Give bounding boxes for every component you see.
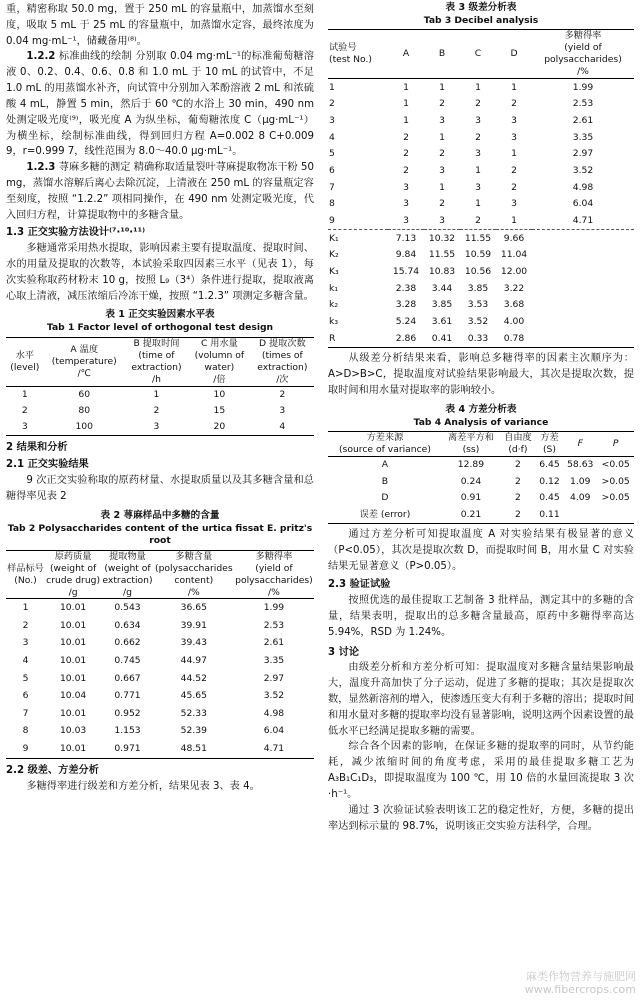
table-row: [6, 403, 314, 419]
table-cell: 10.83: [428, 266, 456, 278]
table-cell: 0.771: [114, 690, 141, 702]
t4-header-s: 方差 (S): [536, 431, 563, 456]
table-cell: 1: [22, 602, 29, 614]
table-cell: 2: [22, 619, 29, 631]
watermark-line-1: 麻类作物营养与施肥网: [526, 969, 636, 983]
table-cell: 3.44: [431, 282, 453, 294]
table-cell: 2: [439, 198, 445, 210]
table-cell: 36.65: [180, 602, 207, 614]
table-3-title-en: Tab 3 Decibel analysis: [423, 14, 539, 26]
table-cell: 2: [514, 492, 521, 504]
text-3c: 通过 3 次验证试验表明该工艺的稳定性好，方便，多糖的提出率达到标示量的 98.7%，说明该正交实验方法科学，合理。: [328, 804, 634, 832]
table-cell: 4.71: [263, 743, 285, 755]
table-cell: 10: [213, 388, 226, 400]
table-cell: 2.38: [395, 282, 417, 294]
table-cell: 9: [329, 215, 335, 227]
table-cell: 3.52: [467, 316, 489, 328]
table-cell: 5: [22, 672, 29, 684]
t2-header-yield: 多糖得率 (yield of polysaccharides) /%: [235, 550, 313, 598]
table-row: [6, 617, 314, 635]
t4-header-ss: 离差平方和 (ss): [442, 431, 500, 456]
table-cell: 3.35: [263, 655, 285, 667]
table-cell: 100: [75, 420, 93, 432]
table-4-header: [328, 431, 634, 456]
table-cell: 2: [514, 459, 521, 471]
table-cell: 3.85: [431, 299, 453, 311]
table-cell: B: [381, 475, 389, 487]
table-row: [6, 705, 314, 723]
table-cell: 4.71: [572, 215, 594, 227]
table-cell: 2: [403, 131, 409, 143]
table-cell: >0.05: [601, 492, 630, 504]
table-cell: 0.662: [114, 637, 141, 649]
heading-2-2: 2.2 级差、方差分析: [6, 764, 99, 776]
table-cell: 2: [439, 98, 445, 110]
table-cell: 2.53: [572, 98, 594, 110]
table-cell: 39.91: [180, 619, 207, 631]
table-cell: 2: [403, 148, 409, 160]
table-cell: 0.11: [539, 508, 560, 520]
watermark: [525, 970, 636, 996]
table-cell: 10.59: [464, 249, 492, 261]
t4-header-f: F: [563, 431, 597, 456]
table-2-title-en: Tab 2 Polysaccharides content of the urtica fissat E. pritz's root: [7, 522, 313, 547]
table-cell: 10.01: [59, 602, 87, 614]
table-cell: 2: [403, 164, 409, 176]
t4-header-df: 自由度 (d·f): [500, 431, 536, 456]
table-cell: 3: [153, 420, 160, 432]
table-1: [6, 337, 314, 436]
table-cell: 4.98: [572, 181, 594, 193]
table-cell: 2: [153, 404, 160, 416]
heading-2-1: 2.1 正交实验结果: [6, 459, 89, 471]
table-cell: 3: [439, 164, 445, 176]
table-2: [6, 550, 314, 759]
table-cell: 1.99: [263, 602, 285, 614]
t1-header-times: D 提取次数 (times of extraction) /次: [251, 337, 314, 386]
t1-header-time: B 提取时间 (time of extraction) /h: [125, 337, 188, 386]
table-cell: 10.04: [59, 690, 87, 702]
text-1-3: 多糖通常采用热水提取，影响因素主要有提取温度、提取时间、水的用量及提取的次数等，本试验采取四因素三水平（见表 1），每次实验称取药材粉末 10 g，按照 L₉（3⁴）条件进行提取，提取液离心取上清液，减压浓缩后冷冻干燥，按照 “1.2.3” 项测定多糖含量。: [6, 243, 314, 302]
table-cell: 6: [329, 164, 335, 176]
table-2-title: 表 2 荨麻样品中多糖的含量: [100, 509, 220, 521]
table-cell: 3.28: [395, 299, 417, 311]
table-cell: 11.55: [460, 230, 496, 247]
t4-header-source: 方差来源 (source of variance): [328, 431, 442, 456]
t2-header-content: 多糖含量 (polysaccharides content) /%: [155, 550, 233, 598]
table-cell: 11.55: [428, 249, 456, 261]
table-4-title-en: Tab 4 Analysis of variance: [413, 416, 549, 428]
table-row: [328, 96, 634, 113]
table-cell: K₂: [329, 249, 339, 261]
table-row: [6, 740, 314, 758]
t1-header-water: C 用水量 (volumn of water) /倍: [188, 337, 251, 386]
table-row: [328, 146, 634, 163]
table-row: [328, 163, 634, 180]
table-cell: 7: [329, 181, 335, 193]
table-cell: K₁: [328, 230, 388, 247]
table-cell: 9: [22, 743, 29, 755]
table-cell: 1: [403, 81, 409, 93]
table-cell: 20: [213, 420, 226, 432]
heading-3: 3 讨论: [328, 646, 360, 658]
table-cell: 0.91: [460, 492, 482, 504]
table-cell: 48.51: [180, 743, 207, 755]
table-cell: 0.12: [539, 475, 560, 487]
table-row: [6, 687, 314, 705]
table-cell: 8: [22, 725, 29, 737]
table-cell: 0.971: [114, 743, 141, 755]
table-cell: 3: [21, 420, 28, 432]
table-cell: 8: [329, 198, 335, 210]
table-cell: 4: [329, 131, 335, 143]
table-row: [328, 506, 634, 523]
table-cell: 3.85: [467, 282, 489, 294]
table-cell: 1.99: [572, 81, 594, 93]
table-cell: 15.74: [392, 266, 420, 278]
table-row: [6, 723, 314, 741]
table-cell: 1: [475, 81, 481, 93]
table-cell: 10.01: [59, 743, 87, 755]
table-cell: 2.97: [263, 672, 285, 684]
table-cell: 3: [279, 404, 286, 416]
table-cell: D: [381, 492, 389, 504]
table-cell: 15: [213, 404, 226, 416]
table-2-header: [6, 550, 314, 599]
table-row: [328, 79, 634, 96]
table-cell: 0.952: [114, 707, 141, 719]
table-1-header: [6, 337, 314, 386]
table-cell: 2: [475, 98, 481, 110]
table-cell: 1: [511, 81, 517, 93]
table-cell: 12.89: [457, 459, 485, 471]
table-cell: 2.61: [263, 637, 285, 649]
table-cell: 1: [439, 81, 445, 93]
table-cell: 3: [511, 198, 517, 210]
table-cell: k₂: [329, 299, 339, 311]
table-cell: k₁: [329, 282, 339, 294]
table-cell: 2.86: [395, 332, 417, 344]
table-row: [6, 635, 314, 653]
table-cell: 52.39: [180, 725, 207, 737]
table-cell: 7: [22, 707, 29, 719]
table-cell: <0.05: [601, 459, 630, 471]
table-cell: 误差 (error): [359, 508, 411, 520]
intro-paragraph: 重，精密称取 50.0 mg，置于 250 mL 的容量瓶中，加蒸馏水至刻度，吸取 5 mL 于 25 mL 的容量瓶中，加蒸馏水定容，最终浓度为 0.04 mg·mL⁻¹，储藏备用⁽⁸⁾。: [6, 4, 314, 47]
table-cell: 3.52: [572, 164, 594, 176]
table-1-title-en: Tab 1 Factor level of orthogonal test design: [46, 322, 274, 334]
t2-header-extraction: 提取物量 (weight of extraction) /g: [102, 550, 153, 598]
table-cell: 1: [475, 198, 481, 210]
table-row: [328, 213, 634, 230]
table-3: [328, 29, 634, 348]
table-cell: 6.04: [263, 725, 285, 737]
table-cell: 1: [439, 181, 445, 193]
table-cell: 44.52: [180, 672, 207, 684]
table-cell: 80: [78, 404, 91, 416]
watermark-line-2: www.fibercrops.com: [524, 982, 636, 996]
table-cell: 4.98: [263, 707, 285, 719]
table-row: [6, 599, 314, 617]
table-row: [328, 196, 634, 213]
table-cell: 3: [329, 114, 335, 126]
table-cell: 11.04: [500, 249, 528, 261]
table-cell: 0.543: [114, 602, 141, 614]
table-cell: 1: [403, 98, 409, 110]
table-cell: 1: [403, 114, 409, 126]
table-cell: 3.68: [503, 299, 525, 311]
text-2-1: 9 次正交实验称取的原药材量、水提取质量以及其多糖含量和总糖得率见表 2: [6, 475, 314, 503]
text-1-2-3: 荨麻多糖的测定 精确称取适量裂叶荨麻提取物冻干粉 50 mg，蒸馏水溶解后离心去除沉淀，上清液在 250 mL 的容量瓶定容至刻度，按照 “1.2.2” 项相同操作，在 490 nm 处测定吸光度，代入回归方程，计算提取物中的多糖含量。: [6, 162, 315, 221]
table-cell: 3: [511, 114, 517, 126]
table-cell: 5: [329, 148, 335, 160]
table-cell: 52.33: [180, 707, 207, 719]
table-cell: 0.78: [503, 332, 525, 344]
table-cell: 1: [21, 388, 28, 400]
table-cell: [563, 506, 597, 523]
table-cell: 3: [475, 181, 481, 193]
table-cell: 0.45: [539, 492, 560, 504]
table-cell: 10.03: [59, 725, 87, 737]
table-cell: 0.41: [431, 332, 453, 344]
t2-header-no: 样品标号 (No.): [6, 550, 45, 599]
table-cell: 10.56: [464, 266, 492, 278]
table-cell: 0.667: [114, 672, 141, 684]
table-stat-row: [328, 297, 634, 314]
table-row: [328, 113, 634, 130]
t3-header-d: D: [496, 30, 532, 79]
heading-2-3: 2.3 验证试验: [328, 579, 391, 591]
t3-header-test-no: 试验号 (test No.): [328, 30, 388, 79]
table-cell: 2: [514, 508, 521, 520]
table-cell: 2: [475, 215, 481, 227]
table-cell: 3.35: [572, 131, 594, 143]
table-cell: 1: [153, 388, 160, 400]
heading-1-3: 1.3 正交实验方法设计⁽⁷·¹⁰·¹¹⁾: [6, 227, 146, 239]
table-cell: 3: [511, 131, 517, 143]
table-cell: 3.53: [467, 299, 489, 311]
table-cell: 1.09: [570, 475, 591, 487]
table-cell: 0.33: [467, 332, 489, 344]
table-cell: A: [381, 459, 389, 471]
table-3-header: [328, 30, 634, 79]
table-cell: 2: [514, 475, 521, 487]
t3-header-yield: 多糖得率 (yield of polysaccharides) /%: [532, 30, 634, 79]
table-cell: [597, 506, 634, 523]
table-stat-row: [328, 230, 634, 247]
table-cell: 4: [279, 420, 286, 432]
table-row: [328, 179, 634, 196]
table-cell: 2.61: [572, 114, 594, 126]
table-row: [6, 670, 314, 688]
text-2-2: 多糖得率进行级差和方差分析，结果见表 3、表 4。: [26, 780, 260, 792]
table-cell: 2: [21, 404, 28, 416]
right-column: [328, 2, 634, 834]
table-stat-row: [328, 247, 634, 264]
table-cell: R: [329, 332, 336, 344]
table-cell: 10.32: [424, 230, 460, 247]
t3-header-a: A: [388, 30, 424, 79]
table-cell: 9.84: [395, 249, 417, 261]
table-cell: 6: [22, 690, 29, 702]
table-cell: 7.13: [388, 230, 424, 247]
table-row: [328, 490, 634, 507]
table-cell: 44.97: [180, 655, 207, 667]
table-1-title: 表 1 正交实验因素水平表: [105, 309, 215, 321]
table-row: [6, 419, 314, 436]
table-cell: 2: [475, 131, 481, 143]
table-cell: K₃: [329, 266, 339, 278]
table-cell: 1: [511, 215, 517, 227]
table-cell: 3: [439, 215, 445, 227]
table-cell: 10.01: [59, 672, 87, 684]
table-cell: 6.45: [539, 459, 560, 471]
table-cell: 3: [475, 148, 481, 160]
table-cell: 1: [511, 148, 517, 160]
table-cell: 3.61: [431, 316, 453, 328]
table-cell: 45.65: [180, 690, 207, 702]
table-cell: 1: [329, 81, 335, 93]
table-cell: 5.24: [395, 316, 417, 328]
table-cell: 0.21: [460, 508, 482, 520]
t3-header-b: B: [424, 30, 460, 79]
table-cell: 6.04: [572, 198, 594, 210]
table-cell: 2.53: [263, 619, 285, 631]
table-cell: 1: [439, 131, 445, 143]
table-cell: 3: [22, 637, 29, 649]
table-cell: 3.22: [503, 282, 525, 294]
section-1-2-2: [6, 49, 314, 160]
table-row: [6, 386, 314, 403]
left-column: [6, 2, 314, 794]
t4-header-p: P: [597, 431, 634, 456]
text-3b: 综合各个因素的影响，在保证多糖的提取率的同时，从节约能耗，减少浓缩时间的角度考虑，采用的最佳提取多糖工艺为 A₃B₁C₁D₃，即提取温度为 100 ℃，用 10 倍的水量回流提取 3 次·h⁻¹。: [328, 741, 634, 800]
table-row: [328, 456, 634, 473]
table-cell: 3: [403, 181, 409, 193]
table-cell: 10.01: [59, 619, 87, 631]
table-cell: 10.01: [59, 637, 87, 649]
table-cell: 60: [78, 388, 91, 400]
table-cell: 2: [511, 181, 517, 193]
t1-header-level: 水平 (level): [6, 337, 44, 386]
table-3-title: 表 3 级差分析表: [445, 2, 517, 13]
table-row: [328, 473, 634, 490]
table-cell: 10.01: [59, 707, 87, 719]
heading-1-2-2: 1.2.2: [26, 51, 56, 63]
table-cell: 0.24: [460, 475, 482, 487]
section-1-2-3: [6, 160, 314, 223]
table-cell: 3.52: [263, 690, 285, 702]
table-stat-row: [328, 330, 634, 347]
table-cell: 9.66: [496, 230, 532, 247]
table-cell: 3: [403, 198, 409, 210]
table-4-title: 表 4 方差分析表: [445, 403, 517, 415]
table-cell: >0.05: [601, 475, 630, 487]
t1-header-temperature: A 温度 (temperature) /℃: [44, 337, 125, 386]
table-cell: 10.01: [59, 655, 87, 667]
table-cell: 4.09: [570, 492, 591, 504]
table-cell: 0.634: [114, 619, 141, 631]
text-3a: 由级差分析和方差分析可知：提取温度对多糖含量结果影响最大，温度升高加快了分子运动，促进了多糖的提取；其次是提取次数，显然新溶剂的增入，使渗透压变大有利于多糖的溶出；提取时间和用水量对多糖的提取率均没有显著影响，说明这两个因素设置的最低水平已经满足提取多糖的需要。: [328, 662, 634, 737]
table-4: [328, 431, 634, 524]
text-after-table-4: 通过方差分析可知提取温度 A 对实验结果有极显著的意义（P<0.05），其次是提取次数 D，而提取时间 B，用水量 C 对实验结果无显著意义（P>0.05）。: [328, 528, 634, 572]
table-cell: 2: [279, 388, 286, 400]
table-cell: 1.153: [114, 725, 141, 737]
t2-header-crude: 原药质量 (weight of crude drug) /g: [46, 550, 101, 598]
table-cell: 2: [511, 98, 517, 110]
heading-2: 2 结果和分析: [6, 441, 68, 453]
table-cell: 2: [329, 98, 335, 110]
table-cell: 3: [439, 114, 445, 126]
table-row: [328, 129, 634, 146]
text-after-table-3: 从级差分析结果来看，影响总多糖得率的因素主次顺序为：A>D>B>C，提取温度对试验结果影响最大，其次是提取次数，提取时间和用水量对提取率的影响较小。: [328, 353, 634, 396]
table-stat-row: [328, 264, 634, 281]
table-cell: 2: [511, 164, 517, 176]
table-stat-row: [328, 280, 634, 297]
table-cell: k₃: [329, 316, 339, 328]
table-row: [6, 652, 314, 670]
table-cell: 1: [475, 164, 481, 176]
text-1-2-2: 标准曲线的绘制 分别取 0.04 mg·mL⁻¹的标准葡萄糖溶液 0、0.2、0.4、0.6、0.8 和 1.0 mL 于 10 mL 的试管中，不足 1.0 mL 的用蒸馏水补齐，向试管中分别加入苯酚溶液 2 mL 和浓硫酸 4 mL，静置 5 min，然后于 60 ℃的水浴上 30 min，490 nm 处测定吸光度⁽⁹⁾，吸光度 A 为纵坐标，葡萄糖浓度 C（μg·mL⁻¹）为横坐标，绘制标准曲线，得到回归方程 A=0.002 8 C+0.009 9，r=0.999 7，线性范围为 8.0～40.0 μg·mL⁻¹。: [6, 51, 314, 158]
table-cell: 58.63: [567, 459, 594, 471]
table-cell: 2: [439, 148, 445, 160]
table-cell: 2.97: [572, 148, 594, 160]
table-cell: 3: [475, 114, 481, 126]
table-cell: 4.00: [503, 316, 525, 328]
table-cell: 39.43: [180, 637, 207, 649]
table-cell: 3: [403, 215, 409, 227]
table-cell: 12.00: [500, 266, 528, 278]
table-cell: 0.745: [114, 655, 141, 667]
t3-header-c: C: [460, 30, 496, 79]
heading-1-2-3: 1.2.3: [26, 162, 56, 174]
text-2-3: 按照优选的最佳提取工艺制备 3 批样品，测定其中的多糖的含量，结果表明，提取出的总多糖含量最高，原药中多糖得率高达 5.94%，RSD 为 1.24%。: [328, 595, 634, 638]
table-stat-row: [328, 314, 634, 331]
table-cell: 4: [22, 655, 29, 667]
